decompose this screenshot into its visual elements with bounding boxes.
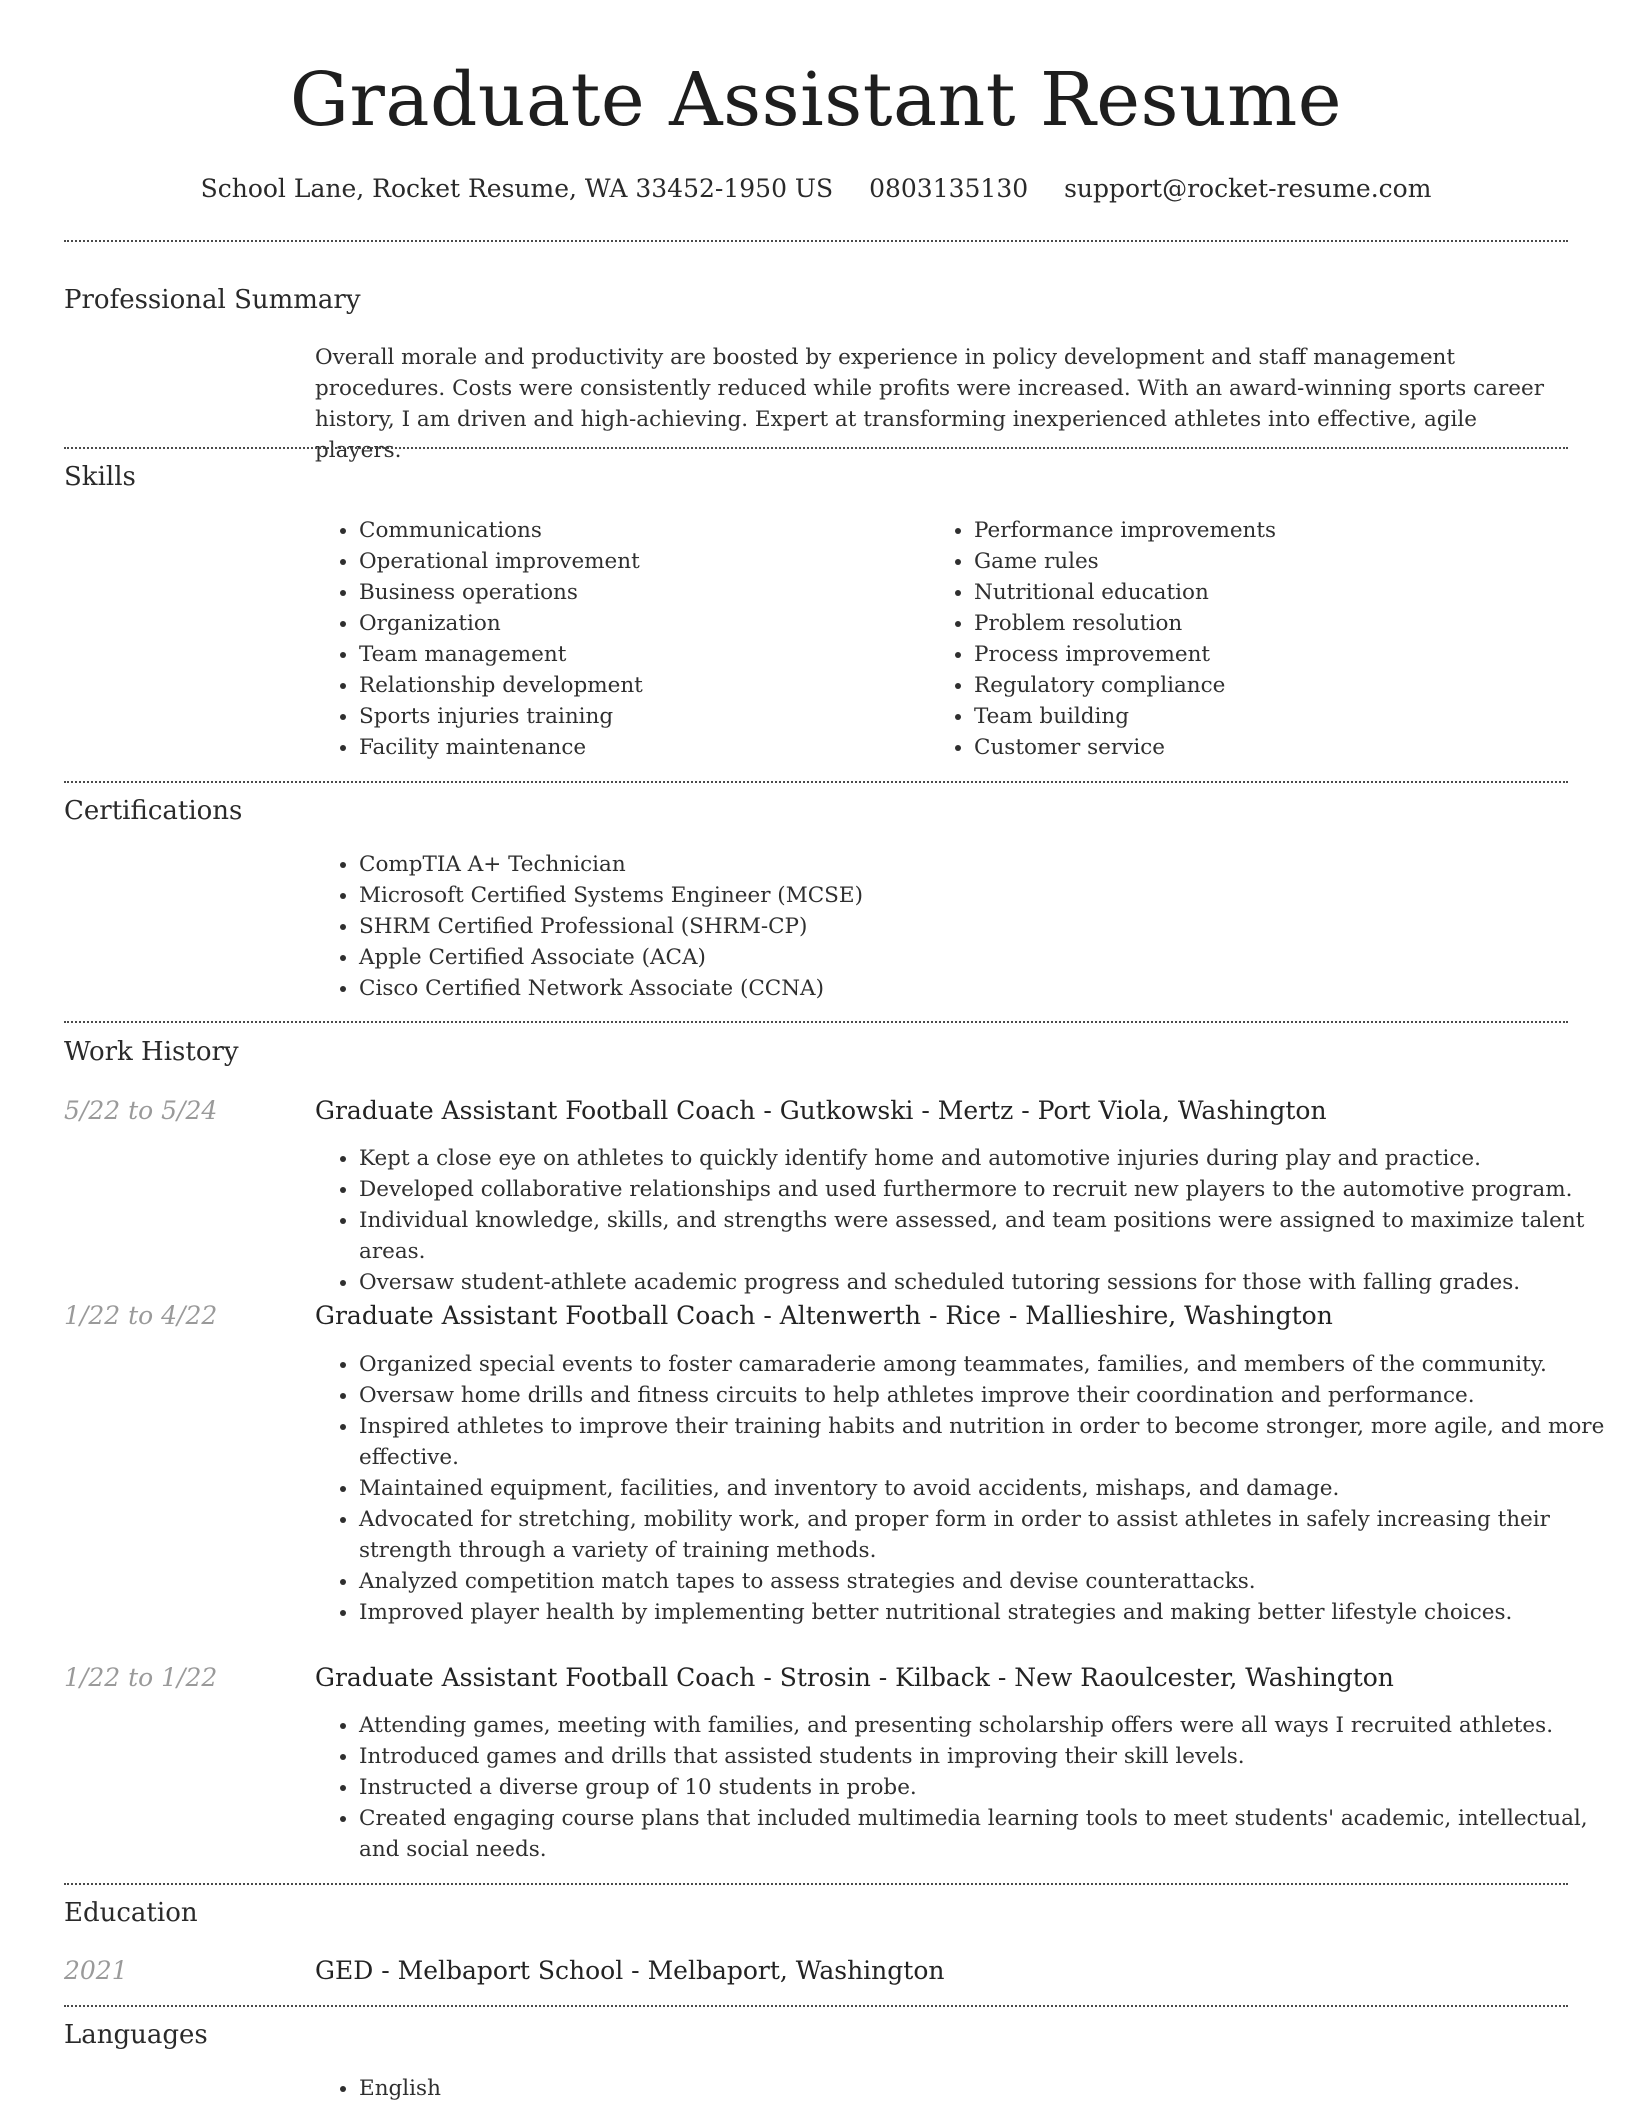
- languages-heading: Languages: [64, 2020, 208, 2050]
- job-bullet: • Individual knowledge, skills, and strengths were assessed, and team positions were assigned to maximize talent areas.: [359, 1205, 1609, 1267]
- education-year: 2021: [64, 1956, 128, 1985]
- skill-item: • Problem resolution: [974, 608, 1574, 639]
- job-bullet: • Developed collaborative relationships and used furthermore to recruit new players to the automotive program.: [359, 1174, 1609, 1205]
- divider: [64, 1883, 1568, 1885]
- job-bullet: • Introduced games and drills that assisted students in improving their skill levels.: [359, 1741, 1609, 1772]
- certifications-list: [315, 849, 1609, 1004]
- skill-item: • Communications: [359, 515, 919, 546]
- job-title: Graduate Assistant Football Coach - Gutkowski - Mertz - Port Viola, Washington: [315, 1096, 1327, 1125]
- job-bullets: [315, 1143, 1609, 1298]
- job-bullet: • Improved player health by implementing better nutritional strategies and making better lifestyle choices.: [359, 1597, 1609, 1628]
- certification-item: • SHRM Certified Professional (SHRM-CP): [359, 911, 1609, 942]
- skill-item: • Sports injuries training: [359, 701, 919, 732]
- contact-phone: 0803135130: [869, 174, 1029, 203]
- skill-item: • Process improvement: [974, 639, 1574, 670]
- certification-item: • Microsoft Certified Systems Engineer (MCSE): [359, 880, 1609, 911]
- job-title: Graduate Assistant Football Coach - Altenwerth - Rice - Mallieshire, Washington: [315, 1301, 1333, 1330]
- job-bullet: • Created engaging course plans that included multimedia learning tools to meet students' academic, intellectual, and social needs.: [359, 1803, 1609, 1865]
- certification-item: • Apple Certified Associate (ACA): [359, 942, 1609, 973]
- job-bullet: • Organized special events to foster camaraderie among teammates, families, and members of the community.: [359, 1349, 1609, 1380]
- job-bullet: • Maintained equipment, facilities, and inventory to avoid accidents, mishaps, and damage.: [359, 1473, 1609, 1504]
- skill-item: • Customer service: [974, 732, 1574, 763]
- job-bullet: • Analyzed competition match tapes to assess strategies and devise counterattacks.: [359, 1566, 1609, 1597]
- education-entry: GED - Melbaport School - Melbaport, Washington: [315, 1956, 945, 1985]
- skill-item: • Facility maintenance: [359, 732, 919, 763]
- job-bullets: [315, 1349, 1609, 1628]
- skill-item: • Organization: [359, 608, 919, 639]
- education-heading: Education: [64, 1898, 198, 1928]
- contact-address: School Lane, Rocket Resume, WA 33452-1950 US: [200, 174, 834, 203]
- job-title: Graduate Assistant Football Coach - Strosin - Kilback - New Raoulcester, Washington: [315, 1663, 1394, 1692]
- job-dates: 1/22 to 1/22: [64, 1663, 218, 1692]
- skill-item: • Team building: [974, 701, 1574, 732]
- skills-heading: Skills: [64, 462, 136, 492]
- divider: [64, 240, 1568, 242]
- summary-heading: Professional Summary: [64, 285, 361, 315]
- work-history-heading: Work History: [64, 1037, 239, 1067]
- certifications-heading: Certifications: [64, 796, 243, 826]
- job-bullet: • Advocated for stretching, mobility work, and proper form in order to assist athletes in safely increasing their strength through a variety of training methods.: [359, 1504, 1609, 1566]
- job-bullet: • Oversaw student-athlete academic progress and scheduled tutoring sessions for those with falling grades.: [359, 1267, 1609, 1298]
- contact-line: [0, 172, 1632, 206]
- languages-list: [315, 2073, 959, 2104]
- skills-list-right: [930, 515, 1574, 763]
- job-dates: 1/22 to 4/22: [64, 1301, 218, 1330]
- job-bullet: • Oversaw home drills and fitness circuits to help athletes improve their coordination and performance.: [359, 1380, 1609, 1411]
- skill-item: • Nutritional education: [974, 577, 1574, 608]
- job-bullet: • Instructed a diverse group of 10 students in probe.: [359, 1772, 1609, 1803]
- skill-item: • Performance improvements: [974, 515, 1574, 546]
- divider: [64, 2005, 1568, 2007]
- contact-email: support@rocket-resume.com: [1064, 174, 1432, 203]
- skills-list-left: [315, 515, 919, 763]
- job-bullet: • Kept a close eye on athletes to quickly identify home and automotive injuries during play and practice.: [359, 1143, 1609, 1174]
- skill-item: • Business operations: [359, 577, 919, 608]
- job-bullets: [315, 1710, 1609, 1865]
- skill-item: • Operational improvement: [359, 546, 919, 577]
- skill-item: • Game rules: [974, 546, 1574, 577]
- divider: [64, 447, 1568, 449]
- skill-item: • Relationship development: [359, 670, 919, 701]
- job-bullet: • Inspired athletes to improve their training habits and nutrition in order to become stronger, more agile, and more effective.: [359, 1411, 1609, 1473]
- resume-title: Graduate Assistant Resume: [289, 57, 1343, 143]
- divider: [64, 781, 1568, 783]
- divider: [64, 1021, 1568, 1023]
- skill-item: • Regulatory compliance: [974, 670, 1574, 701]
- skill-item: • Team management: [359, 639, 919, 670]
- certification-item: • CompTIA A+ Technician: [359, 849, 1609, 880]
- job-bullet: • Attending games, meeting with families, and presenting scholarship offers were all ways I recruited athletes.: [359, 1710, 1609, 1741]
- language-item: • English: [359, 2073, 959, 2104]
- certification-item: • Cisco Certified Network Associate (CCNA): [359, 973, 1609, 1004]
- summary-text: Overall morale and productivity are boosted by experience in policy development and staff management procedures. Costs were consistently reduced while profits were increased. With an award-winning sports career history, I am driven and high-achieving. Expert at transforming inexperienced athletes into effective, agile players.: [315, 345, 1544, 463]
- job-dates: 5/22 to 5/24: [64, 1096, 218, 1125]
